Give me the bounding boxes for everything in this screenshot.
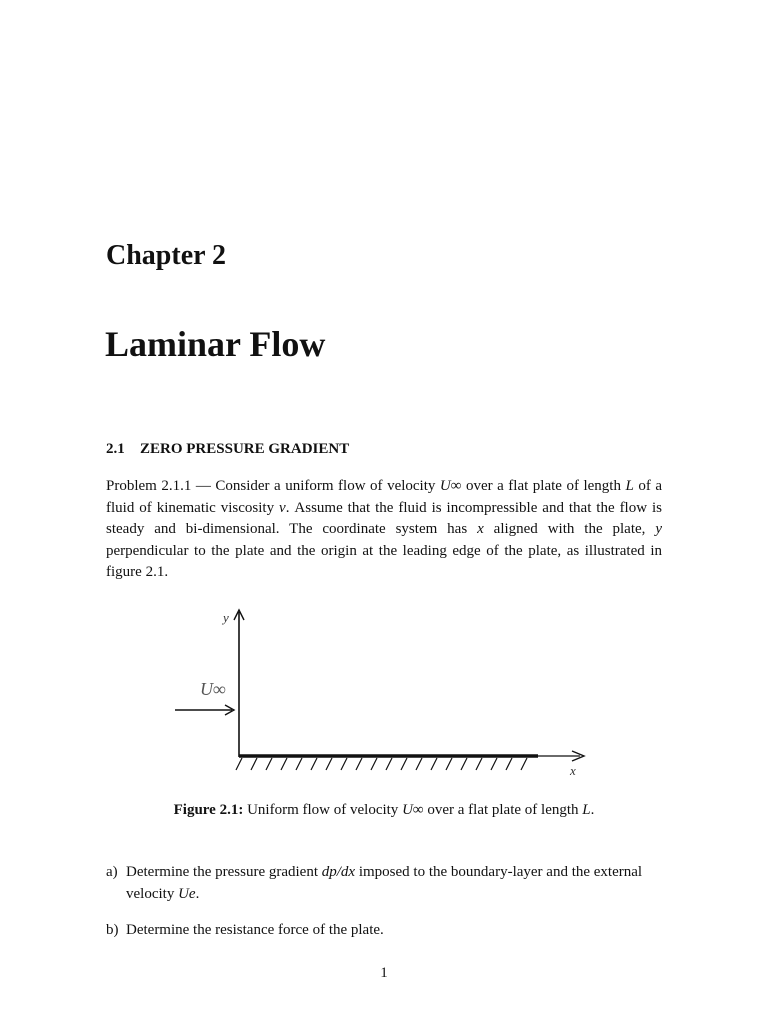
problem-text-5: aligned with the plate,	[483, 521, 656, 538]
plate-hatching	[236, 758, 527, 770]
task-list	[106, 862, 666, 957]
symbol-y: y	[655, 521, 662, 538]
page-number: 1	[380, 965, 388, 981]
chapter-title: Laminar Flow	[105, 324, 326, 364]
symbol-x: x	[477, 521, 484, 538]
symbol-nu: ν	[279, 499, 286, 516]
list-item	[106, 920, 666, 942]
caption-symbol-length: L	[582, 802, 591, 818]
list-marker: b)	[106, 922, 119, 939]
section-number: 2.1	[106, 441, 125, 457]
symbol-u-e: Ue	[178, 885, 196, 902]
problem-text-4: . Assume that the fluid is incompressible and that the flow is steady and bi-dimensional. The coordinate system has	[106, 499, 662, 538]
task-text-3: .	[195, 885, 200, 902]
x-axis-label: x	[570, 763, 576, 778]
y-axis-label: y	[223, 610, 229, 625]
symbol-u-infinity: U∞	[439, 478, 462, 494]
task-text-1: Determine the pressure gradient	[126, 864, 322, 880]
caption-text-2: over a flat plate of length	[423, 802, 583, 818]
chapter-label: Chapter 2	[106, 240, 227, 271]
problem-text-3: of a fluid of kinematic viscosity	[106, 478, 662, 516]
section-heading	[106, 441, 349, 458]
caption-text-3: .	[590, 802, 595, 818]
flow-velocity-label: U∞	[200, 679, 226, 699]
problem-text-6: perpendicular to the plate and the origin at the leading edge of the plate, as illustrated in figure 2.1.	[106, 542, 662, 581]
problem-text-2: over a flat plate of length	[461, 478, 626, 494]
task-text-2: imposed to the boundary-layer and the external velocity	[126, 864, 643, 902]
section-title: ZERO PRESSURE GRADIENT	[140, 441, 350, 457]
list-marker: a)	[106, 864, 118, 880]
math-dp-dx: dp/dx	[321, 864, 356, 880]
caption-symbol-u-infinity: U∞	[402, 802, 424, 818]
symbol-length: L	[625, 478, 634, 494]
flat-plate-diagram	[170, 600, 600, 785]
flat-plate-figure	[170, 600, 600, 785]
problem-text-1: Problem 2.1.1 — Consider a uniform flow of velocity	[106, 478, 440, 494]
caption-label: Figure 2.1:	[173, 802, 244, 818]
caption-text-1: Uniform flow of velocity	[243, 802, 403, 818]
figure-caption	[0, 802, 768, 819]
problem-statement	[106, 476, 662, 584]
task-text: Determine the resistance force of the plate.	[126, 922, 384, 939]
list-item	[106, 862, 666, 905]
